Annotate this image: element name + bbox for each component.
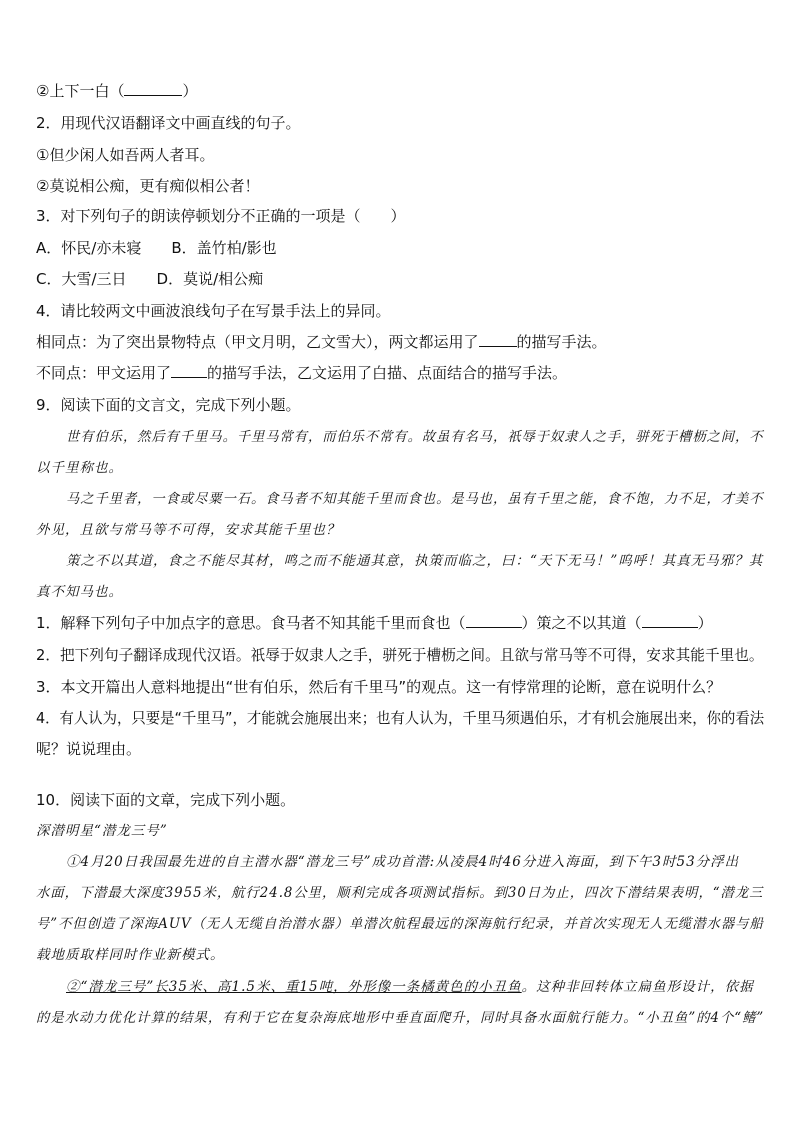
q8-sub2-sentence-a: ①但少闲人如吾两人者耳。: [36, 146, 215, 164]
q10-title: 10．阅读下面的文章，完成下列小题。: [36, 791, 296, 809]
q8-sub3-options-ab: A．怀民/亦未寝 B．盖竹柏/影也: [36, 239, 277, 257]
q9-sub1-text-b: ）策之不以其道（: [521, 614, 642, 632]
q10-p1-line3: 号”不但创造了深海AUV（无人无缆自治潜水器）单潜次航程最远的深海航行纪录，并首次实现无人无缆潜水器与船: [36, 916, 764, 932]
q9-sub1-text-a: 1．解释下列句子中加点字的意思。食马者不知其能千里而食也（: [36, 614, 466, 632]
q8-sub4-prompt: 4．请比较两文中画波浪线句子在写景手法上的异同。: [36, 302, 391, 320]
q9-passage-p1-line2: 以千里称也。: [36, 460, 123, 476]
q9-passage-p3-line1: 策之不以其道，食之不能尽其材，鸣之而不能通其意，执策而临之，曰：“天下无马！”呜呼！其真无马邪？其: [66, 553, 764, 569]
q9-sub4-line1: 4．有人认为，只要是“千里马”，才能就会施展出来；也有人认为，千里马须遇伯乐，才有机会施展出来，你的看法: [36, 709, 765, 727]
q9-passage-p3-line2: 真不知马也。: [36, 584, 123, 600]
q8-sub4-same-text-a: 相同点：为了突出景物特点（甲文月明，乙文雪大），两文都运用了: [36, 333, 479, 351]
answer-blank: [479, 332, 517, 347]
q8-sub4-diff-text-a: 不同点：甲文运用了: [36, 364, 172, 382]
answer-blank: [124, 81, 182, 96]
q8-sub3-prompt: 3．对下列句子的朗读停顿划分不正确的一项是（ ）: [36, 207, 406, 225]
q8-sub3-options-cd: C．大雪/三日 D．莫说/相公痴: [36, 270, 264, 288]
q10-p2-rest: 。这种非回转体立扁鱼形设计，依据: [521, 979, 754, 995]
q8-item2: [36, 81, 764, 101]
q8-sub2-sentence-b: ②莫说相公痴，更有痴似相公者！: [36, 177, 260, 195]
q9-sub1: [36, 613, 764, 633]
q10-p1-line4: 载地质取样同时作业新模式。: [36, 947, 225, 963]
q10-p2-line1: [66, 977, 764, 997]
q9-passage-p1-line1: 世有伯乐，然后有千里马。千里马常有，而伯乐不常有。故虽有名马，祇辱于奴隶人之手，骈死于槽枥之间，不: [66, 429, 764, 445]
q8-item2-suffix: ）: [182, 82, 198, 100]
q8-sub4-same: [36, 332, 764, 352]
q9-sub4-line2: 呢？说说理由。: [36, 740, 142, 758]
q8-sub2-prompt: 2．用现代汉语翻译文中画直线的句子。: [36, 114, 301, 132]
q9-title: 9．阅读下面的文言文，完成下列小题。: [36, 396, 301, 414]
q10-p2-underlined-sentence: ②“潜龙三号”长35米、高1.5米、重15吨，外形像一条橘黄色的小丑鱼: [66, 979, 522, 995]
answer-blank: [642, 613, 698, 628]
q8-item2-prefix: ②上下一白（: [36, 82, 125, 100]
answer-blank: [466, 613, 522, 628]
q10-p2-line2: 的是水动力优化计算的结果，有利于它在复杂海底地形中垂直面爬升，同时具备水面航行能力。“小丑鱼”的4个“鳍”: [36, 1010, 765, 1026]
q10-p1-line1: ①4月20日我国最先进的自主潜水器“潜龙三号”成功首潜:从凌晨4时46分进入海面，到下午3时53分浮出: [66, 854, 740, 870]
answer-blank: [171, 363, 207, 378]
q10-p1-line2: 水面，下潜最大深度3955米，航行24.8公里，顺利完成各项测试指标。到30日为止，四次下潜结果表明，“潜龙三: [36, 885, 764, 901]
q9-sub2: 2．把下列句子翻译成现代汉语。祇辱于奴隶人之手，骈死于槽枥之间。且欲与常马等不可得，安求其能千里也。: [36, 646, 764, 664]
q9-passage-p2-line2: 外见，且欲与常马等不可得，安求其能千里也？: [36, 522, 341, 538]
q8-sub4-diff: [36, 363, 764, 383]
q8-sub4-same-text-b: 的描写手法。: [516, 333, 607, 351]
q8-sub4-diff-text-b: 的描写手法，乙文运用了白描、点面结合的描写手法。: [207, 364, 568, 382]
q9-sub1-text-c: ）: [697, 614, 713, 632]
q9-sub3: 3．本文开篇出人意料地提出“世有伯乐，然后有千里马”的观点。这一有悖常理的论断，意在说明什么？: [36, 678, 722, 696]
q10-article-title: 深潜明星“潜龙三号”: [36, 823, 168, 839]
q9-passage-p2-line1: 马之千里者，一食或尽粟一石。食马者不知其能千里而食也。是马也，虽有千里之能，食不饱，力不足，才美不: [66, 491, 764, 507]
